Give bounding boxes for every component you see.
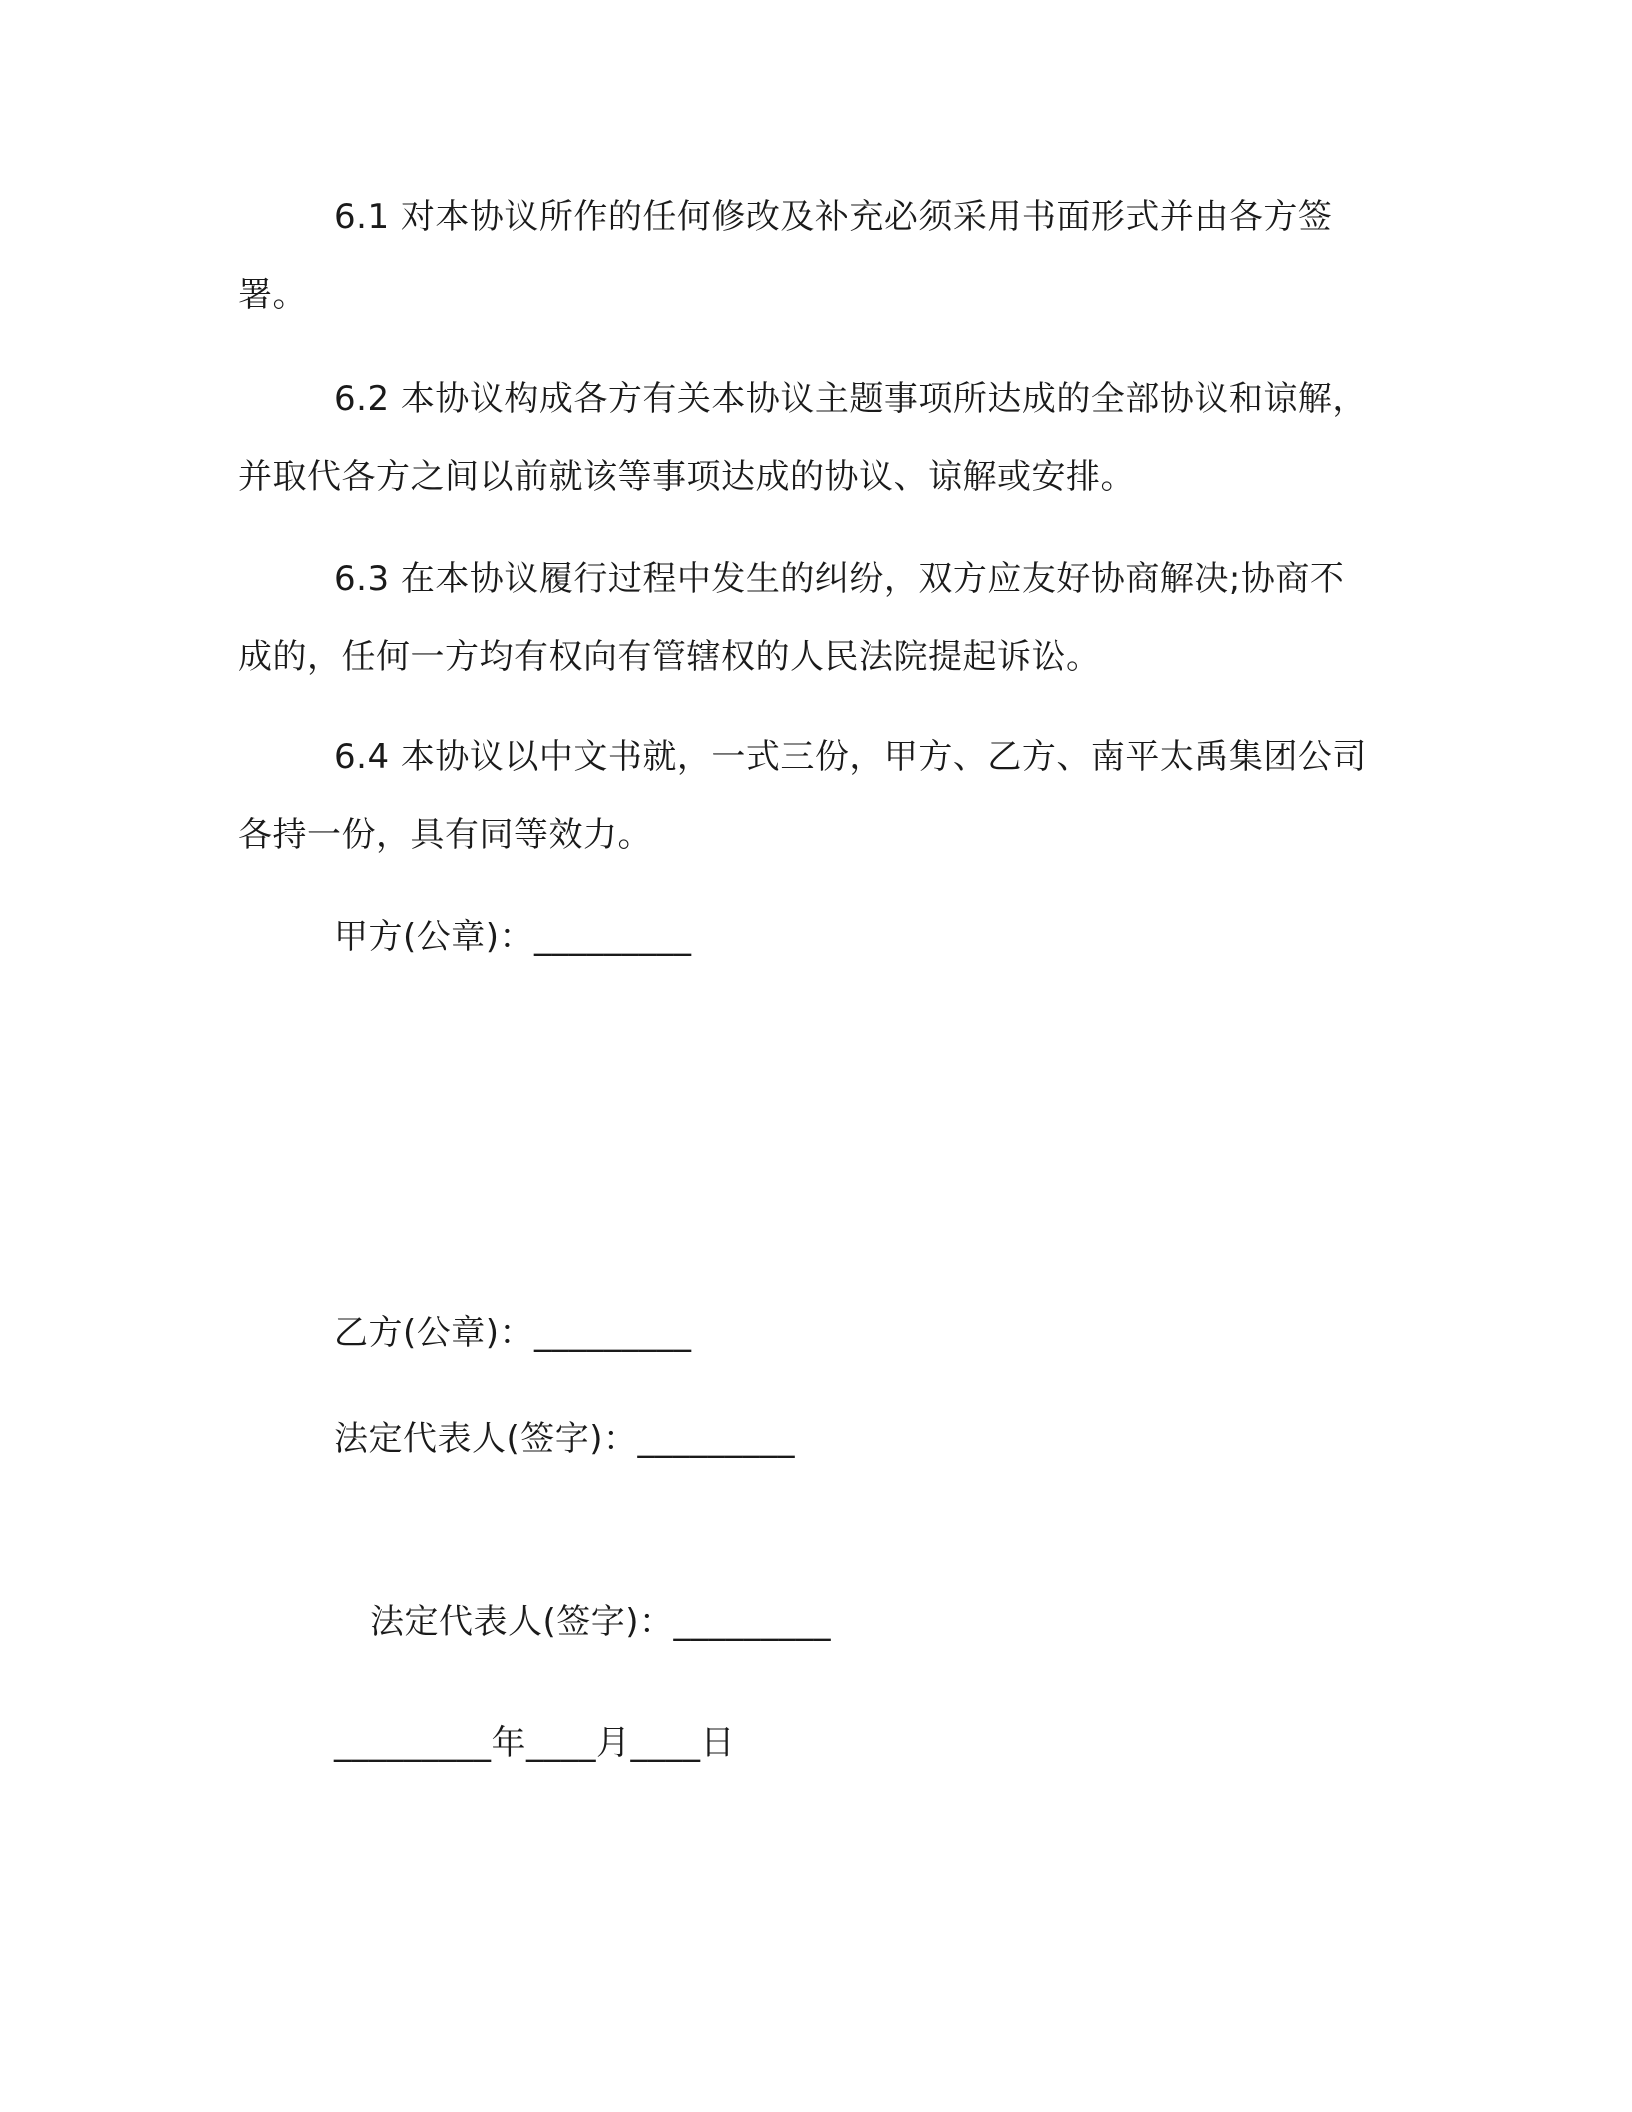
party-b-seal-line: 乙方(公章)：_________ <box>334 1313 692 1353</box>
clause-6-4: 6.4 本协议以中文书就，一式三份，甲方、乙方、南平太禹集团公司各持一份，具有同等效力。 <box>238 737 1367 855</box>
legal-representative-signature-line-2: 法定代表人(签字)：_________ <box>370 1602 832 1642</box>
clause-6-1: 6.1 对本协议所作的任何修改及补充必须采用书面形式并由各方签署。 <box>238 197 1333 315</box>
party-a-seal-line: 甲方(公章)：_________ <box>334 917 692 957</box>
clause-6-2: 6.2 本协议构成各方有关本协议主题事项所达成的全部协议和谅解，并取代各方之间以前就该等事项达成的协议、谅解或安排。 <box>238 379 1367 497</box>
legal-representative-signature-line: 法定代表人(签字)：_________ <box>334 1419 796 1459</box>
date-line: _________年____月____日 <box>334 1723 735 1763</box>
clause-6-3: 6.3 在本协议履行过程中发生的纠纷，双方应友好协商解决;协商不成的，任何一方均有权向有管辖权的人民法院提起诉讼。 <box>238 559 1345 677</box>
